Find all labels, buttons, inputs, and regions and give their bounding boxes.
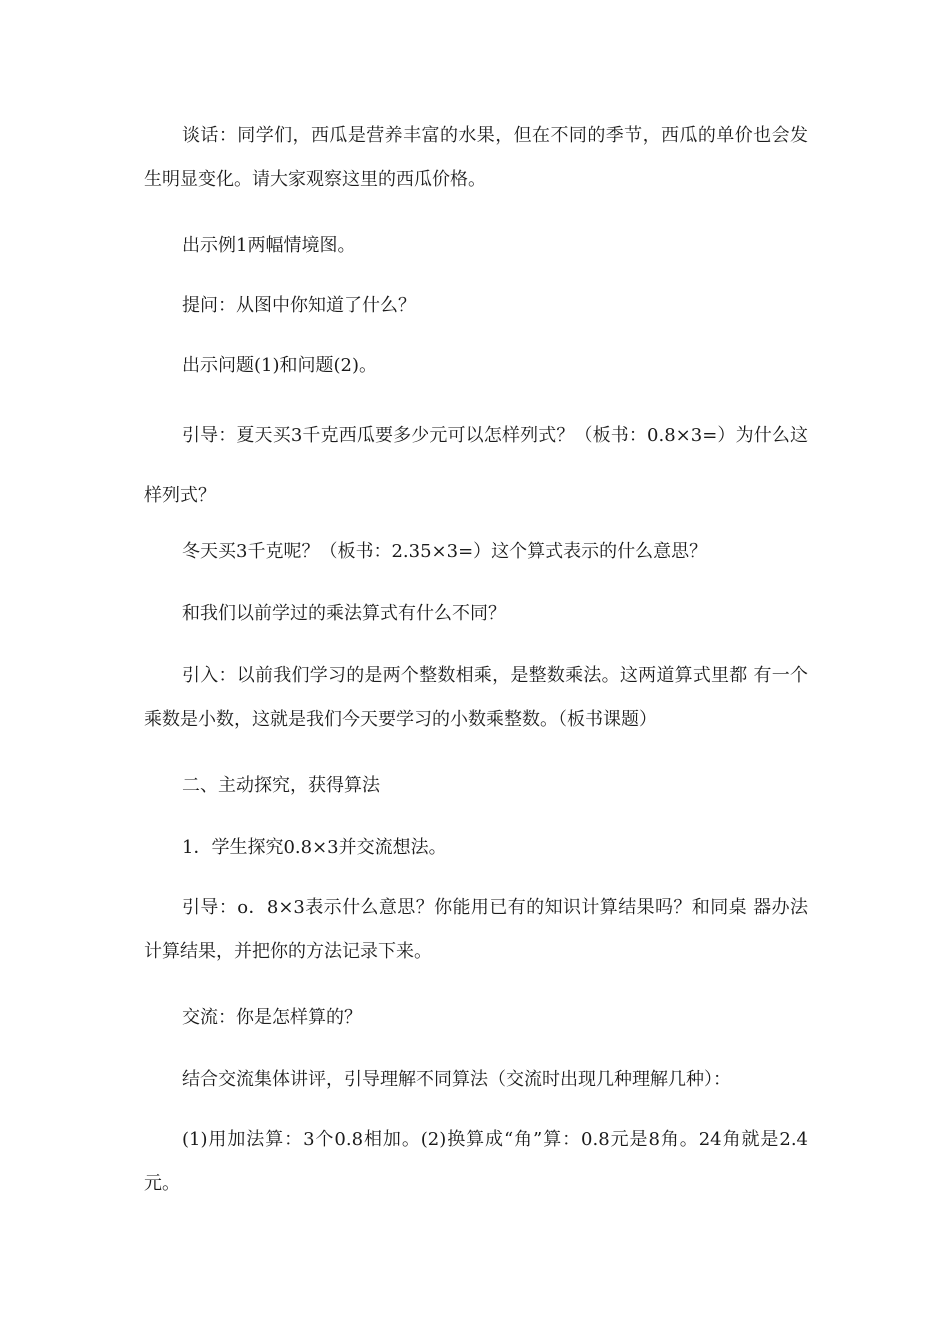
- section-heading-explore: 二、主动探究，获得算法: [182, 775, 380, 796]
- paragraph-talk: 谈话：同学们，西瓜是营养丰富的水果，但在不同的季节，西瓜的单价也会发生明显变化。请大家观察这里的西瓜价格。: [144, 125, 808, 190]
- paragraph-question: 提问：从图中你知道了什么？: [182, 295, 416, 316]
- paragraph-group-review: 结合交流集体讲评，引导理解不同算法（交流时出现几种理解几种）：: [182, 1069, 731, 1090]
- paragraph-guide-compute: 引导：o．8×3表示什么意思？你能用已有的知识计算结果吗？和同桌 器办法计算结果，并把你的方法记录下来。: [144, 897, 808, 962]
- paragraph-show-example: 出示例1两幅情境图。: [182, 235, 356, 256]
- paragraph-step-1: 1．学生探究0.8×3并交流想法。: [182, 837, 447, 858]
- paragraph-guide-summer: 引导：夏天买3千克西瓜要多少元可以怎样列式？（板书：0.8×3=）为什么这样列式？: [144, 425, 808, 506]
- paragraph-show-problems: 出示问题(1)和问题(2)。: [182, 355, 377, 376]
- paragraph-difference: 和我们以前学过的乘法算式有什么不同？: [182, 603, 506, 624]
- paragraph-methods: (1)用加法算：3个0.8相加。(2)换算成“角”算：0.8元是8角。24角就是2.4元。: [144, 1129, 808, 1194]
- paragraph-introduce: 引入：以前我们学习的是两个整数相乘，是整数乘法。这两道算式里都 有一个乘数是小数，这就是我们今天要学习的小数乘整数。（板书课题）: [144, 665, 808, 730]
- paragraph-exchange: 交流：你是怎样算的？: [182, 1007, 362, 1028]
- paragraph-winter: 冬天买3千克呢？（板书：2.35×3=）这个算式表示的什么意思？: [182, 541, 708, 562]
